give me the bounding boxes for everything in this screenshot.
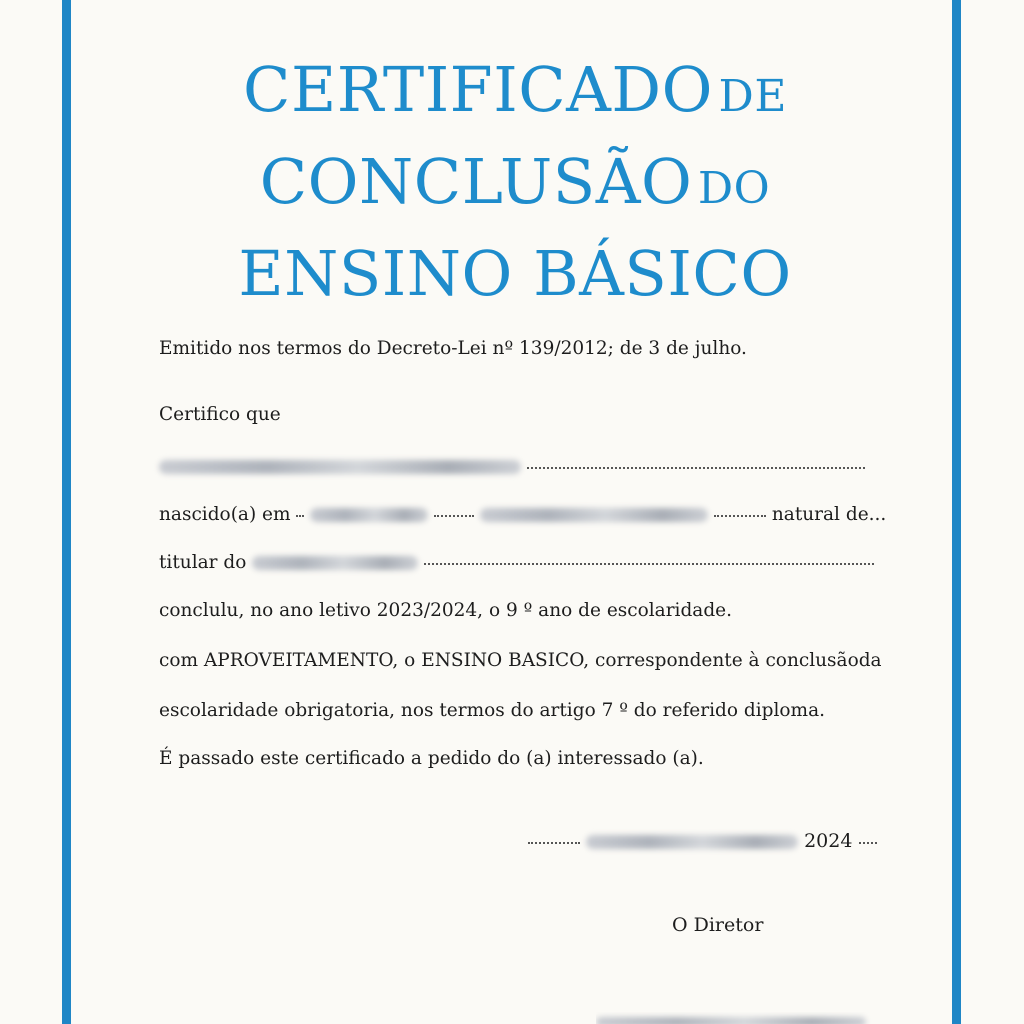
left-border-bar (62, 0, 71, 1024)
name-line (159, 456, 865, 477)
article-line: escolaridade obrigatoria, nos termos do artigo 7 º do referido diploma. (159, 700, 825, 721)
redacted-birthplace (480, 508, 708, 522)
title-line-3 (120, 236, 910, 328)
cut-off-footer-text (596, 1012, 876, 1024)
redacted-name (159, 460, 521, 474)
signature-year: 2024 (804, 830, 853, 852)
birth-line (159, 504, 886, 525)
concluded-line: conclulu, no ano letivo 2023/2024, o 9 º ano de escolaridade. (159, 600, 733, 621)
born-label: nascido(a) em (159, 504, 291, 525)
redacted-birth-date (310, 508, 428, 522)
certificate-title (120, 52, 910, 328)
natural-label: natural de... (771, 504, 887, 525)
holder-line (159, 552, 874, 573)
holder-label: titular do (159, 552, 247, 573)
right-border-bar (952, 0, 961, 1024)
request-line: É passado este certificado a pedido do (a) interessado (a). (159, 748, 704, 769)
dotted-fill (424, 563, 874, 565)
title-word-conclusao: CONCLUSÃO (259, 145, 693, 218)
decree-line: Emitido nos termos do Decreto-Lei nº 139/2012; de 3 de julho. (159, 338, 747, 359)
redacted-footer (596, 1017, 866, 1024)
dotted-fill (528, 842, 580, 844)
title-word-ensino-basico: ENSINO BÁSICO (238, 237, 792, 310)
dotted-fill (859, 842, 877, 844)
approval-line: com APROVEITAMENTO, o ENSINO BASICO, correspondente à conclusãoda (159, 650, 882, 671)
redacted-document (252, 556, 418, 570)
title-line-1 (120, 52, 910, 144)
title-line-2 (120, 144, 910, 236)
title-word-de: DE (718, 71, 787, 122)
certify-line: Certifico que (159, 404, 281, 425)
dotted-fill (714, 515, 766, 517)
title-word-certificado: CERTIFICADO (243, 53, 713, 126)
redacted-place-date (586, 835, 798, 849)
dotted-fill (434, 515, 474, 517)
dotted-fill (296, 515, 304, 517)
dotted-fill (527, 467, 865, 469)
title-word-do: DO (697, 163, 771, 214)
signature-date-line (528, 830, 877, 852)
director-title: O Diretor (672, 914, 764, 936)
